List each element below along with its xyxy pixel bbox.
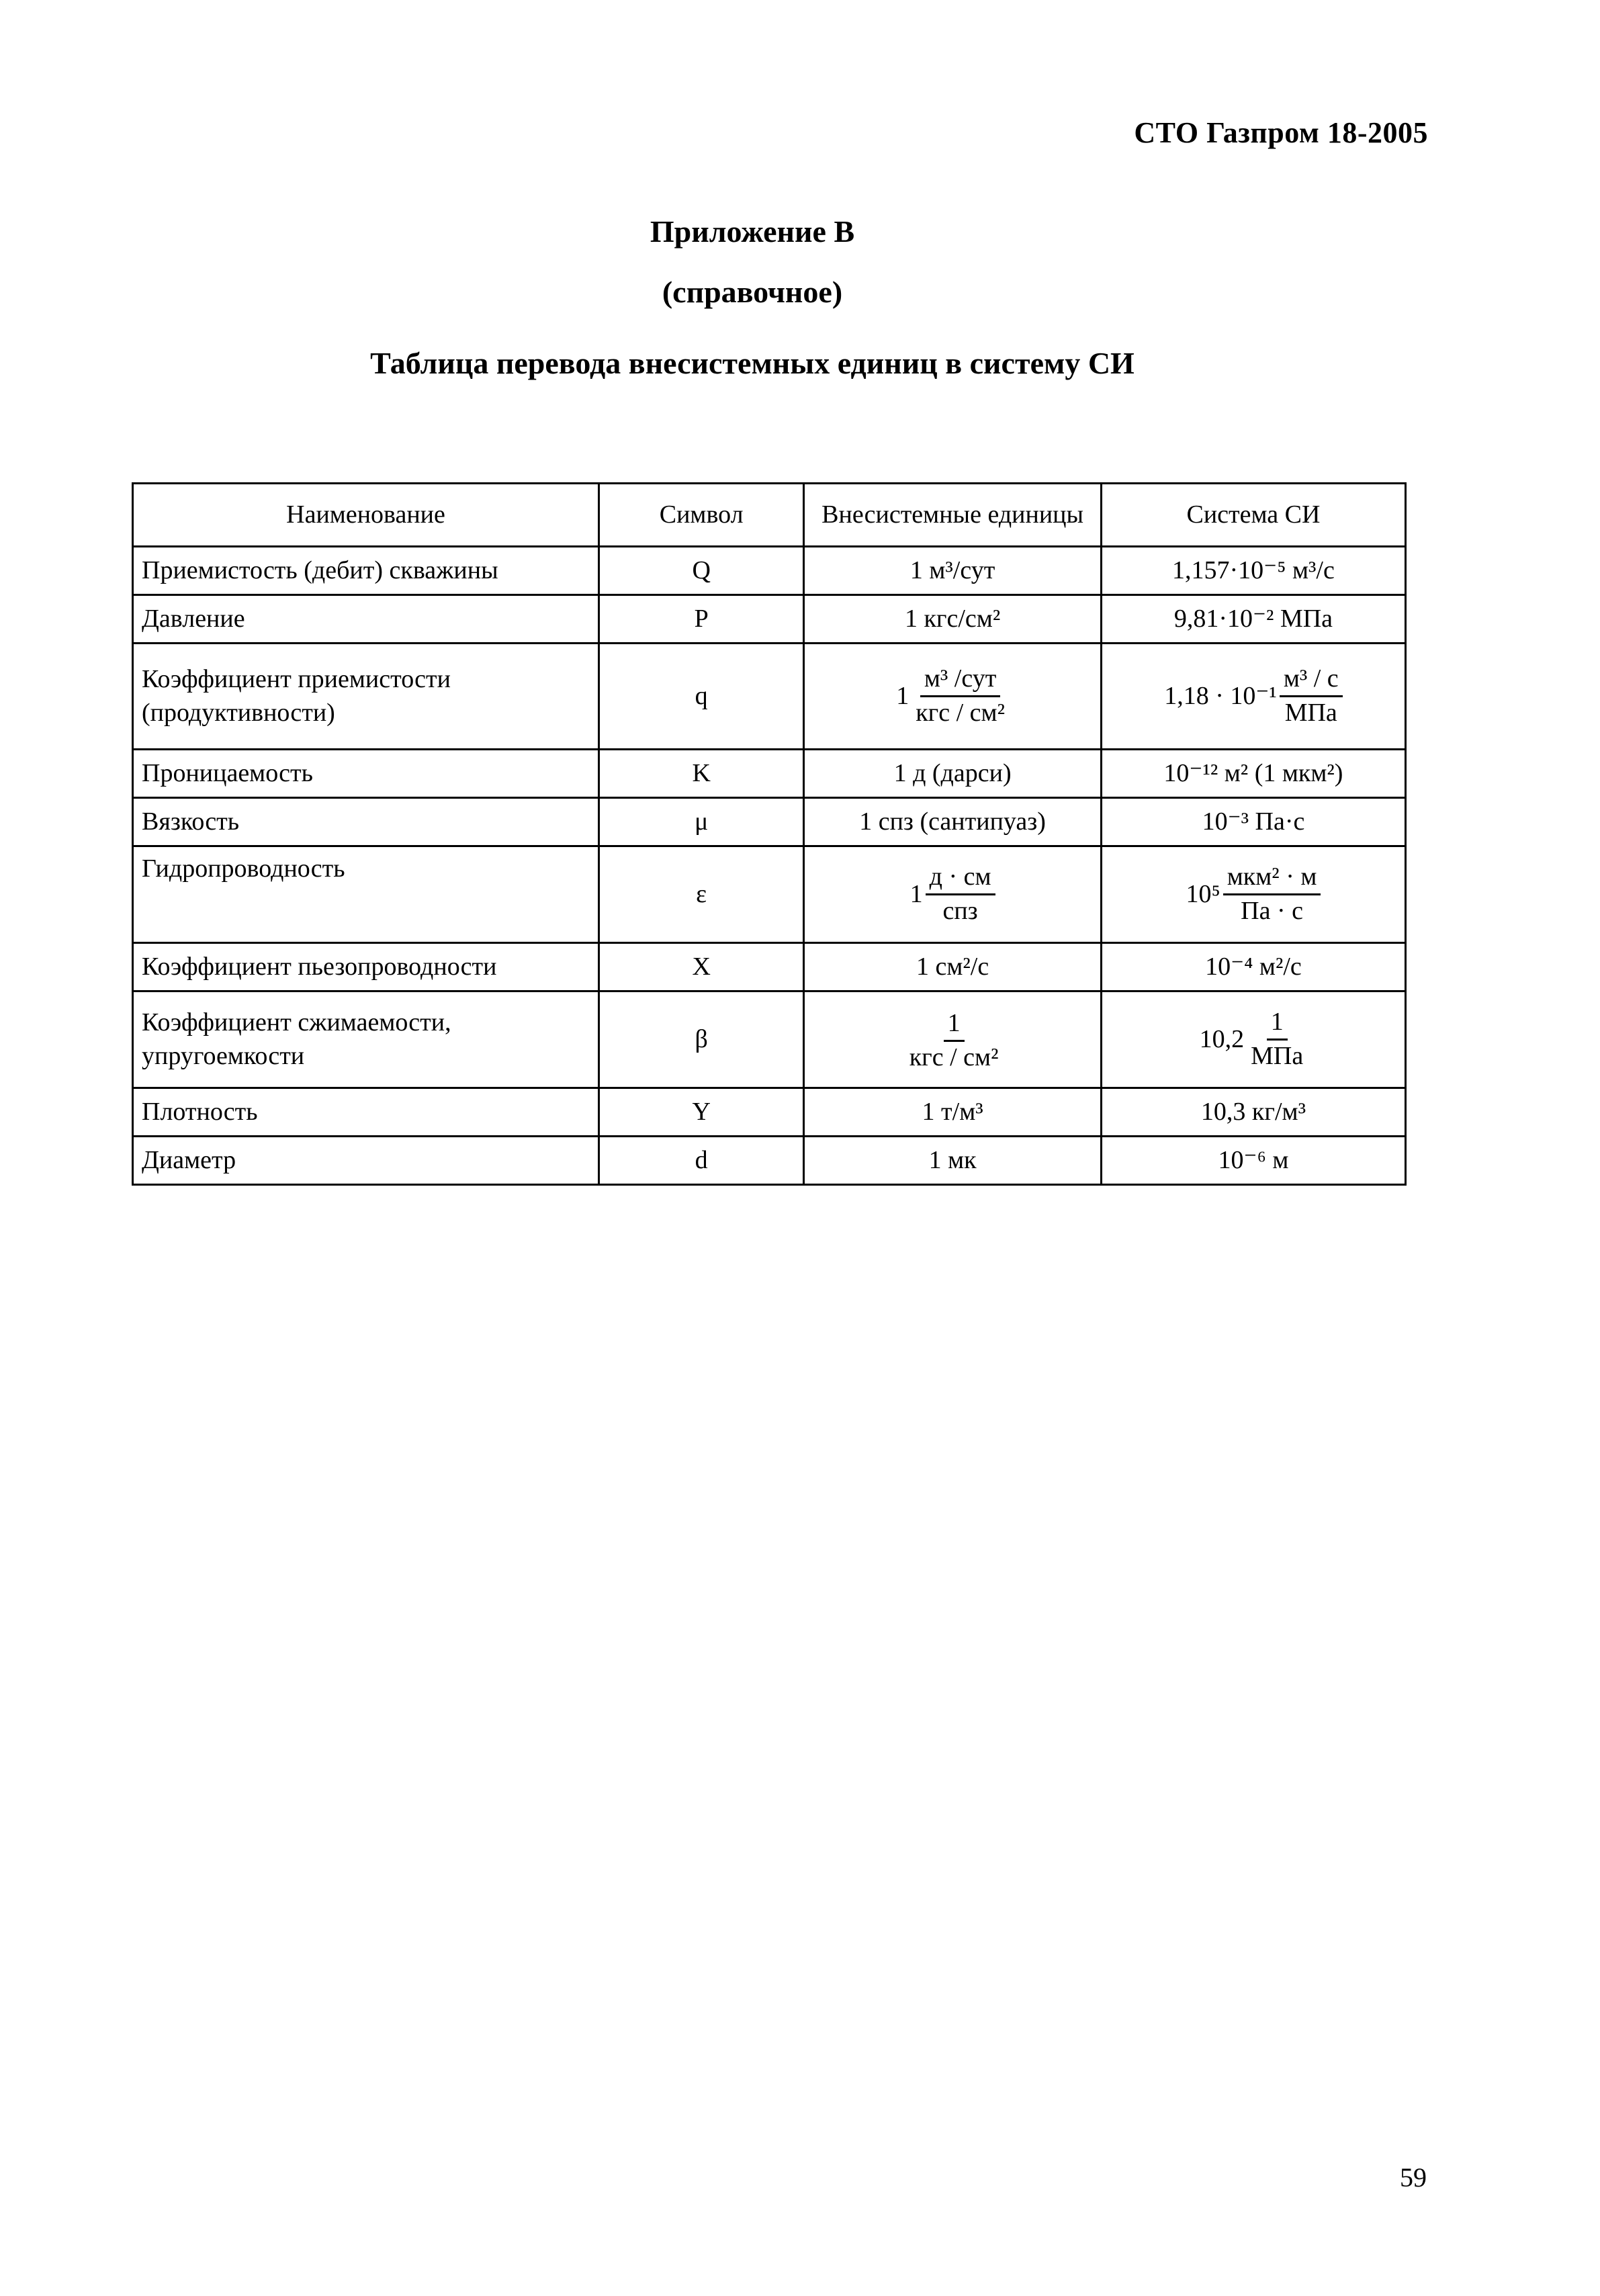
cell-name: Коэффициент пьезопроводности (133, 943, 599, 991)
fraction-denominator: кгс / см² (916, 699, 1005, 727)
cell-name (133, 991, 599, 1088)
cell-si (1101, 846, 1405, 943)
page-number: 59 (1400, 2162, 1427, 2193)
column-header-symbol: Символ (599, 484, 804, 547)
cell-unit: 1 см²/с (804, 943, 1102, 991)
fraction-coefficient: 1 (909, 879, 923, 908)
cell-name-line: Коэффициент сжимаемости, (142, 1008, 451, 1037)
table-row (133, 1137, 1406, 1185)
column-header-name: Наименование (133, 484, 599, 547)
table-title: Таблица перевода внесистемных единиц в систему СИ (370, 346, 1135, 380)
cell-name: Диаметр (133, 1137, 599, 1185)
table-row (133, 1088, 1406, 1137)
cell-unit: 1 д (дарси) (804, 750, 1102, 798)
cell-si: 10⁻⁶ м (1101, 1137, 1405, 1185)
appendix-note: (справочное) (662, 275, 843, 309)
fraction-numerator: м³ / с (1280, 664, 1343, 697)
document-code: СТО Газпром 18-2005 (1134, 116, 1428, 149)
table-row (133, 644, 1406, 750)
cell-name: Плотность (133, 1088, 599, 1137)
cell-unit (804, 644, 1102, 750)
fraction (1186, 863, 1321, 926)
cell-unit: 1 кгс/см² (804, 595, 1102, 644)
fraction-numerator: м³ /сут (920, 664, 1000, 697)
cell-unit (804, 991, 1102, 1088)
fraction-numerator: мкм² · м (1223, 863, 1321, 895)
cell-symbol: X (599, 943, 804, 991)
fraction (910, 863, 995, 926)
cell-symbol: Q (599, 547, 804, 595)
cell-symbol: q (599, 644, 804, 750)
table-row (133, 846, 1406, 943)
cell-si: 10,3 кг/м³ (1101, 1088, 1405, 1137)
cell-si: 10⁻⁴ м²/с (1101, 943, 1405, 991)
cell-name: Давление (133, 595, 599, 644)
table-row (133, 991, 1406, 1088)
column-header-non-system-units: Внесистемные единицы (804, 484, 1102, 547)
cell-symbol: P (599, 595, 804, 644)
fraction (896, 664, 1009, 727)
column-header-si-system: Система СИ (1101, 484, 1405, 547)
cell-name-line: упругоемкости (142, 1041, 305, 1070)
cell-unit: 1 т/м³ (804, 1088, 1102, 1137)
fraction-denominator: кгс / см² (909, 1043, 999, 1071)
fraction-coefficient: 10⁵ (1186, 879, 1220, 908)
fraction-coefficient: 1,18 · 10⁻¹ (1164, 681, 1277, 710)
cell-symbol: ε (599, 846, 804, 943)
fraction-numerator: 1 (944, 1009, 965, 1042)
table-row (133, 595, 1406, 644)
cell-si (1101, 644, 1405, 750)
fraction-coefficient: 1 (896, 681, 909, 710)
table-row (133, 798, 1406, 846)
fraction-coefficient: 10,2 (1199, 1024, 1245, 1053)
cell-unit: 1 м³/сут (804, 547, 1102, 595)
cell-si: 10⁻³ Па·с (1101, 798, 1405, 846)
cell-unit: 1 спз (сантипуаз) (804, 798, 1102, 846)
cell-name-line: Коэффициент приемистости (142, 665, 451, 694)
cell-symbol: d (599, 1137, 804, 1185)
cell-name: Гидропроводность (133, 846, 599, 943)
table-row (133, 750, 1406, 798)
fraction (1164, 664, 1342, 727)
fraction (1200, 1008, 1308, 1071)
table-header-row (133, 484, 1406, 547)
cell-si: 9,81·10⁻² МПа (1101, 595, 1405, 644)
cell-symbol: μ (599, 798, 804, 846)
fraction-numerator: 1 (1267, 1008, 1288, 1041)
cell-name: Приемистость (дебит) скважины (133, 547, 599, 595)
cell-si: 10⁻¹² м² (1 мкм²) (1101, 750, 1405, 798)
fraction-numerator: д · см (926, 863, 995, 895)
cell-unit (804, 846, 1102, 943)
cell-si (1101, 991, 1405, 1088)
fraction (903, 1009, 1003, 1072)
fraction-denominator: МПа (1284, 699, 1337, 727)
cell-symbol: β (599, 991, 804, 1088)
cell-name (133, 644, 599, 750)
cell-si: 1,157·10⁻⁵ м³/с (1101, 547, 1405, 595)
fraction-denominator: Па · с (1241, 897, 1303, 925)
appendix-title: Приложение В (650, 214, 855, 249)
table-row (133, 547, 1406, 595)
cell-name: Вязкость (133, 798, 599, 846)
cell-unit: 1 мк (804, 1137, 1102, 1185)
cell-name: Проницаемость (133, 750, 599, 798)
fraction-denominator: спз (942, 897, 978, 925)
units-conversion-table (132, 482, 1407, 1186)
fraction-denominator: МПа (1251, 1042, 1304, 1070)
cell-symbol: K (599, 750, 804, 798)
table-row (133, 943, 1406, 991)
cell-name-line: (продуктивности) (142, 698, 335, 727)
cell-symbol: Y (599, 1088, 804, 1137)
